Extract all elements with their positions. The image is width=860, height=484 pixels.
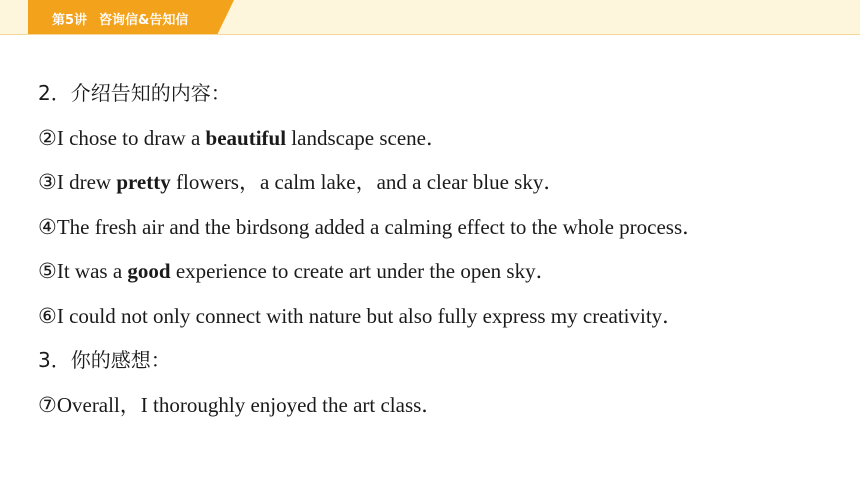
highlighted-word: good	[127, 259, 171, 283]
sentence-number: ②	[38, 125, 57, 150]
sentence-2	[38, 123, 848, 168]
header-divider	[0, 34, 860, 35]
sentence-text: It was a	[56, 259, 128, 283]
sentence-number: ④	[38, 214, 57, 239]
section-3-heading: 3．你的感想：	[38, 348, 171, 372]
topic-label: 咨询信&告知信	[99, 13, 189, 28]
sentence-text-end: experience to create art under the open sky．	[170, 259, 557, 283]
sentence-6	[38, 301, 848, 346]
sentence-text: The fresh air and the birdsong added a calming effect to the whole process．	[56, 214, 704, 239]
sentence-text: I chose to draw a	[56, 125, 206, 150]
highlighted-word: pretty	[116, 170, 171, 194]
sentence-text: I could not only connect with nature but also fully express my creativity．	[56, 303, 684, 328]
lesson-label: 第5讲	[52, 13, 88, 28]
sentence-7	[38, 390, 848, 435]
sentence-text: Overall，I thoroughly enjoyed the art class．	[56, 392, 443, 417]
sentence-number: ③	[38, 170, 57, 194]
sentence-3	[38, 167, 848, 212]
sentence-text: I drew	[56, 170, 117, 194]
highlighted-word: beautiful	[205, 125, 287, 150]
sentence-number: ⑤	[38, 259, 57, 283]
sentence-5	[38, 256, 848, 301]
sentence-4	[38, 212, 848, 257]
sentence-number: ⑦	[38, 392, 57, 417]
header-title	[52, 9, 188, 28]
slide-content	[38, 78, 848, 434]
sentence-text-end: landscape scene．	[286, 125, 447, 150]
sentence-text-end: flowers，a calm lake，and a clear blue sky．	[170, 170, 565, 194]
sentence-number: ⑥	[38, 303, 57, 328]
section-2-heading: 2．介绍告知的内容：	[38, 81, 231, 105]
